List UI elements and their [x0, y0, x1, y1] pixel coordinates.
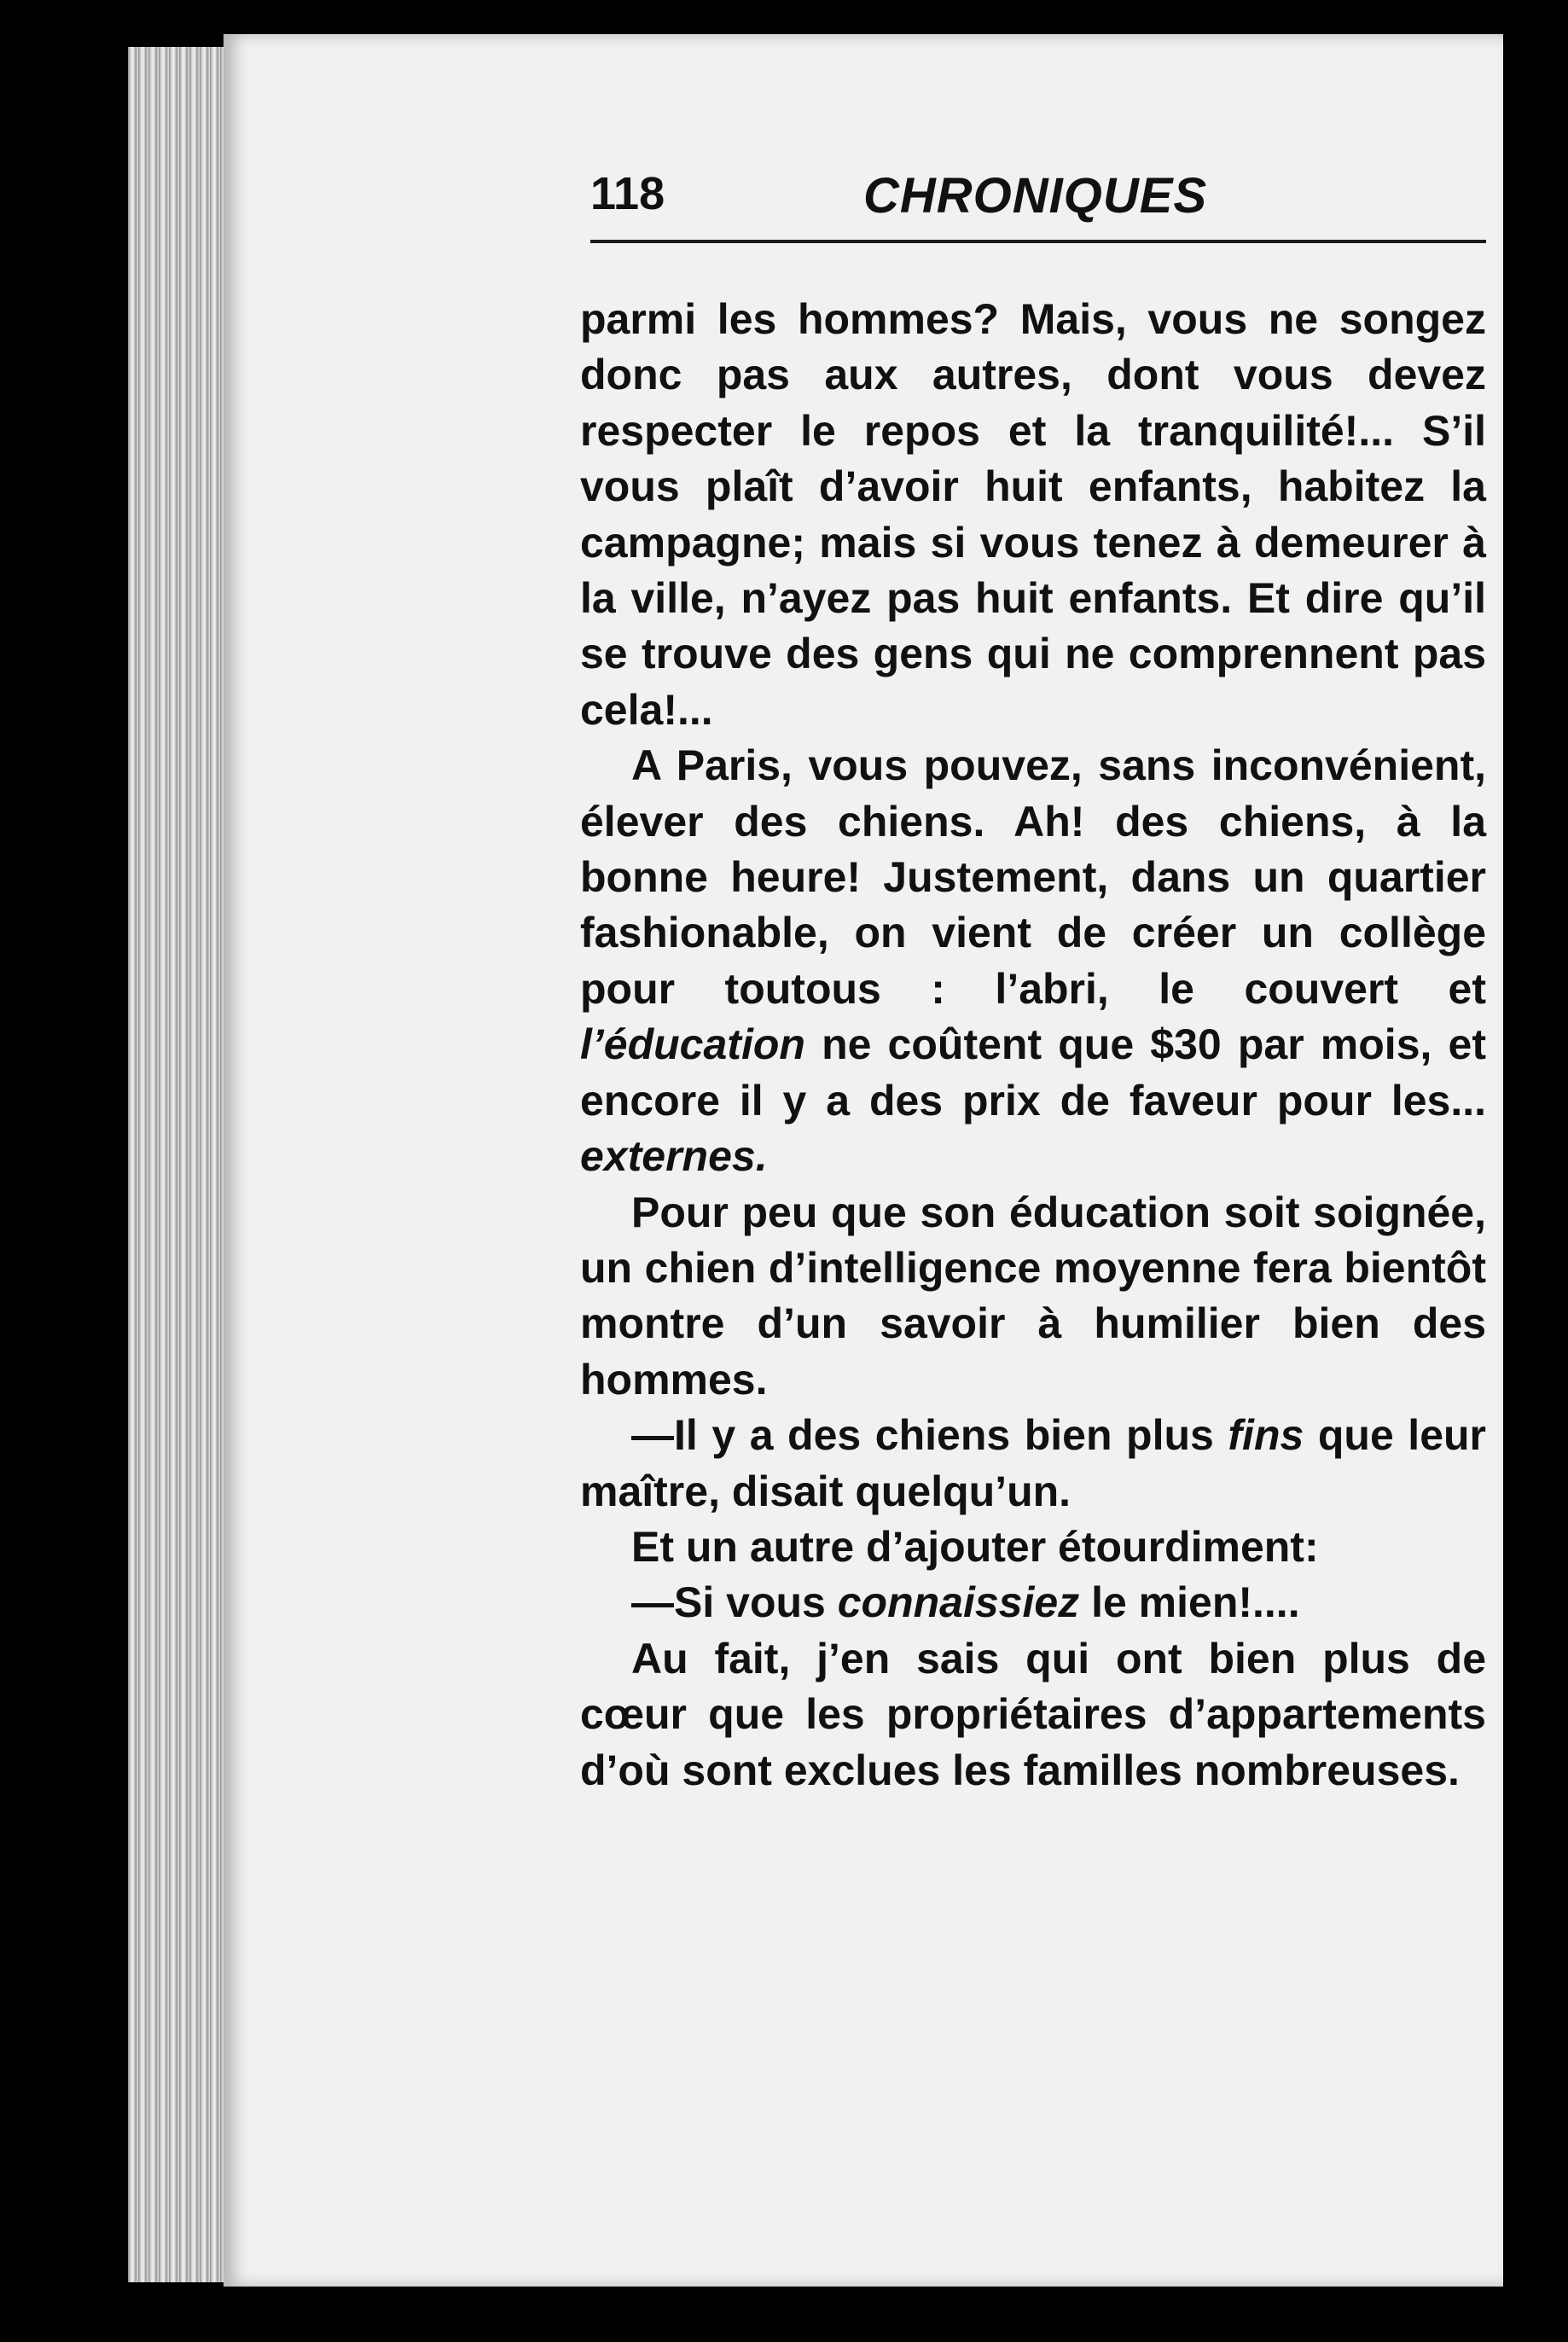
text-run: A Paris, vous pouvez, sans inconvénient, élever des chiens. Ah! des chiens, à la bonne heure! Justement, dans un quartier fashionable, on vient de créer un collège pour toutous : l’abri, le couvert et — [580, 741, 1486, 1013]
italic-run: l’éducation — [580, 1020, 805, 1069]
text-run: le mien!.... — [1079, 1578, 1300, 1627]
text-run: —Si vous — [631, 1578, 838, 1627]
running-title: CHRONIQUES — [863, 168, 1208, 224]
text-run: que leur maître, disait quelqu’un. — [580, 1411, 1487, 1515]
page-number: 118 — [590, 168, 665, 219]
text-run: —Il y a des chiens bien plus — [631, 1411, 1228, 1460]
header-rule — [590, 240, 1486, 243]
paragraph-p2 — [580, 738, 1486, 1184]
text-run: Et un autre d’ajouter étourdiment: — [631, 1522, 1319, 1571]
paragraph-p7 — [580, 1631, 1486, 1799]
paragraph-p3 — [580, 1185, 1486, 1409]
text-run: Pour peu que son éducation soit soignée, un chien d’intelligence moyenne fera bientôt montre d’un savoir à humilier bien des hommes. — [580, 1188, 1486, 1403]
italic-run: connaissiez — [837, 1578, 1080, 1627]
text-run: parmi les hommes? Mais, vous ne songez donc pas aux autres, dont vous devez respecter le repos et la tranquilité!... S’il vous plaît d’avoir huit enfants, habitez la campagne; mais si vous tenez à demeurer à la ville, n’ayez pas huit enfants. Et dire qu’il se trouve des gens qui ne comprennent pas cela!... — [580, 295, 1486, 734]
italic-run: fins — [1228, 1411, 1304, 1460]
paragraph-p5 — [580, 1520, 1486, 1575]
page-header — [590, 167, 1486, 244]
paragraph-p4 — [580, 1408, 1486, 1520]
paragraph-p6 — [580, 1575, 1486, 1630]
text-run: Au fait, j’en sais qui ont bien plus de cœur que les propriétaires d’appartements d’où sont exclues les familles nombreuses. — [580, 1634, 1486, 1794]
italic-run: externes. — [580, 1132, 768, 1181]
text-run: ne coûtent que $30 par mois, et encore il y a des prix de faveur pour les... — [580, 1020, 1486, 1125]
page-edges — [128, 47, 230, 2282]
paragraph-p1 — [580, 292, 1486, 738]
body-text — [580, 292, 1486, 1799]
